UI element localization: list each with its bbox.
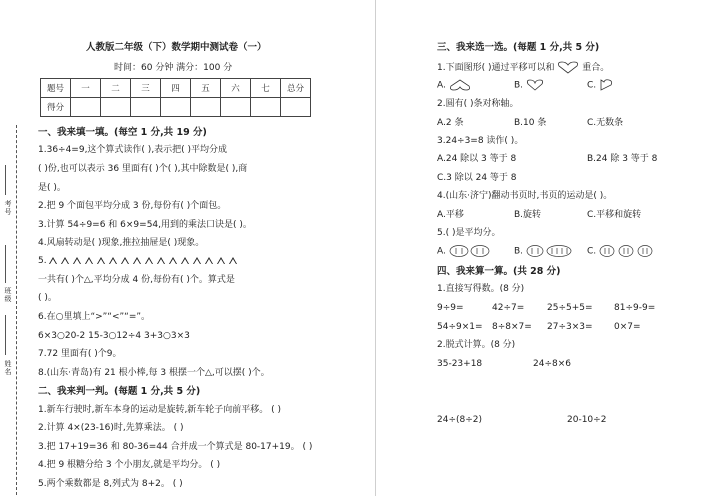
sec4-sub2: 2.脱式计算。(8 分) [437,340,516,350]
calc-item: 9÷9= [437,303,464,313]
score-cell[interactable] [131,98,161,117]
binding-margin [0,0,30,496]
section1-title: 一、我来填一填。(每空 1 分,共 19 分) [38,127,207,138]
sec3-q2: 2.圆有( )条对称轴。 [437,99,519,109]
score-header-cell: 二 [101,79,131,98]
sec2-line: 3.把 17+19=36 和 80-36=44 合并成一个算式是 80-17+19。 ( ) [38,442,313,452]
score-header-cell: 七 [251,79,281,98]
sec1-q5 [38,256,237,267]
triangle-icon [157,257,165,264]
heart-icon [449,79,471,91]
sec3-q5-opt-a[interactable] [437,245,491,258]
option-label: B. [514,80,524,91]
calc-item: 42÷7= [492,303,525,313]
sec1-line: 6.在○里填上“>”“<”“=”。 [38,312,151,322]
sec3-q2-opt[interactable]: A.2 条 [437,118,464,128]
calc-expression: 24÷8×6 [533,359,571,369]
triangle-icon [61,257,69,264]
sec3-q3-opt[interactable]: A.24 除以 3 等于 8 [437,154,517,164]
exam-title: 人教版二年级（下）数学期中测试卷（一） [86,42,267,53]
calc-expression: 24÷(8÷2) [437,415,483,425]
score-header-cell: 题号 [41,79,71,98]
calc-item: 54÷9×1= [437,322,483,332]
score-table-header-row [41,79,311,98]
triangle-icon [217,257,225,264]
calc-item: 0×7= [614,322,641,332]
score-header-cell: 四 [161,79,191,98]
sec3-q3-opt[interactable]: B.24 除 3 等于 8 [587,154,658,164]
sec2-line: 1.新车行驶时,新车本身的运动是旋转,新车轮子向前平移。 ( ) [38,405,282,415]
triangle-icon [97,257,105,264]
score-cell[interactable] [251,98,281,117]
score-cell[interactable] [221,98,251,117]
calc-item: 8÷8×7= [492,322,532,332]
calc-expression: 20-10÷2 [567,415,607,425]
grouped-circles-icon [449,245,491,257]
section2-title: 二、我来判一判。(每题 1 分,共 5 分) [38,386,201,397]
calc-item: 81÷9-9= [614,303,656,313]
calc-item: 27÷3×3= [547,322,593,332]
page-divider [375,0,376,496]
sec3-q1 [437,61,609,74]
binding-underline [5,315,6,355]
binding-label-seat: 考号 [4,200,12,216]
triangle-icon [73,257,81,264]
section4-title: 四、我来算一算。(共 28 分) [437,266,561,277]
calc-expression: 35-23+18 [437,359,483,369]
triangle-icon [109,257,117,264]
exam-time-score: 时间：60 分钟 满分：100 分 [114,63,233,73]
score-cell[interactable] [161,98,191,117]
score-row-label: 得分 [41,98,71,117]
sec1-line: ( )。 [38,293,57,303]
sec1-line: 是( )。 [38,183,66,193]
sec3-q5: 5.( )是平均分。 [437,228,501,238]
sec1-line: 4.风扇转动是( )现象,推拉抽屉是( )现象。 [38,238,205,248]
binding-label-class: 班级 [4,287,12,303]
score-cell[interactable] [191,98,221,117]
triangle-icon [181,257,189,264]
sec2-line: 5.两个乘数都是 8,列式为 8+2。 ( ) [38,479,183,489]
sec3-q3: 3.24÷3=8 读作( )。 [437,136,524,146]
half-heart-icon [599,79,613,91]
section3-title: 三、我来选一选。(每题 1 分,共 5 分) [437,42,600,53]
sec1-line: 6×3○20-2 15-3○12÷4 3+3○3×3 [38,331,190,341]
option-label: A. [437,80,446,91]
binding-underline [5,165,6,195]
heart-icon [557,61,579,74]
sec3-q1-text: 1.下面图形( )通过平移可以和 [437,63,555,73]
option-label: B. [514,246,524,257]
calc-item: 25÷5+5= [547,303,593,313]
option-label: C. [587,80,597,91]
triangle-icon [145,257,153,264]
sec3-q1-opt-b[interactable] [514,79,544,92]
sec3-q4-opt[interactable]: C.平移和旋转 [587,210,642,220]
sec1-line: 7.72 里面有( )个9。 [38,349,122,359]
triangle-icon [169,257,177,264]
binding-dashed-line [16,125,18,495]
option-label: C. [587,246,597,257]
half-heart-icon [526,79,544,91]
triangle-row [49,257,237,264]
sec3-q5-opt-c[interactable] [587,245,653,258]
score-header-cell: 一 [71,79,101,98]
sec3-q2-opt[interactable]: C.无数条 [587,118,624,128]
score-header-cell: 六 [221,79,251,98]
score-table-score-row [41,98,311,117]
binding-underline [5,245,6,283]
triangle-icon [205,257,213,264]
sec3-q4-opt[interactable]: A.平移 [437,210,464,220]
score-header-cell: 五 [191,79,221,98]
sec3-q1-text: 重合。 [582,63,610,73]
triangle-icon [133,257,141,264]
sec2-line: 2.计算 4×(23-16)时,先算乘法。 ( ) [38,423,184,433]
triangle-icon [229,257,237,264]
sec3-q1-opt-c[interactable] [587,79,613,92]
score-cell[interactable] [101,98,131,117]
sec1-line: 8.(山东·青岛)有 21 根小棒,每 3 根摆一个△,可以摆( )个。 [38,368,270,378]
sec3-q1-opt-a[interactable] [437,79,471,92]
score-cell[interactable] [71,98,101,117]
sec2-line: 4.把 9 根糖分给 3 个小朋友,就是平均分。 ( ) [38,460,221,470]
grouped-circles-icon [599,245,653,257]
sec1-line: 一共有( )个△,平均分成 4 份,每份有( )个。算式是 [38,275,235,285]
sec3-q3-opt[interactable]: C.3 除以 24 等于 8 [437,173,517,183]
binding-label-name: 姓名 [4,360,12,376]
sec3-q5-opt-b[interactable] [514,245,572,258]
sec3-q4-opt[interactable]: B.旋转 [514,210,542,220]
sec3-q2-opt[interactable]: B.10 条 [514,118,547,128]
triangle-icon [49,257,57,264]
sec1-line: 1.36÷4=9,这个算式读作( ),表示把( )平均分成 [38,145,228,155]
sec1-q5-label: 5. [38,256,47,266]
triangle-icon [193,257,201,264]
score-header-cell: 总分 [281,79,311,98]
triangle-icon [85,257,93,264]
triangle-icon [121,257,129,264]
score-table [40,78,311,117]
grouped-circles-icon [526,245,572,257]
score-header-cell: 三 [131,79,161,98]
score-cell[interactable] [281,98,311,117]
sec1-line: 3.计算 54÷9=6 和 6×9=54,用到的乘法口诀是( )。 [38,220,252,230]
option-label: A. [437,246,446,257]
sec1-line: 2.把 9 个面包平均分成 3 份,每份有( )个面包。 [38,201,227,211]
sec1-line: ( )份,也可以表示 36 里面有( )个( ),其中除数是( ),商 [38,164,248,174]
sec4-sub1: 1.直接写得数。(8 分) [437,284,525,294]
sec3-q4: 4.(山东·济宁)翻动书页时,书页的运动是( )。 [437,191,613,201]
